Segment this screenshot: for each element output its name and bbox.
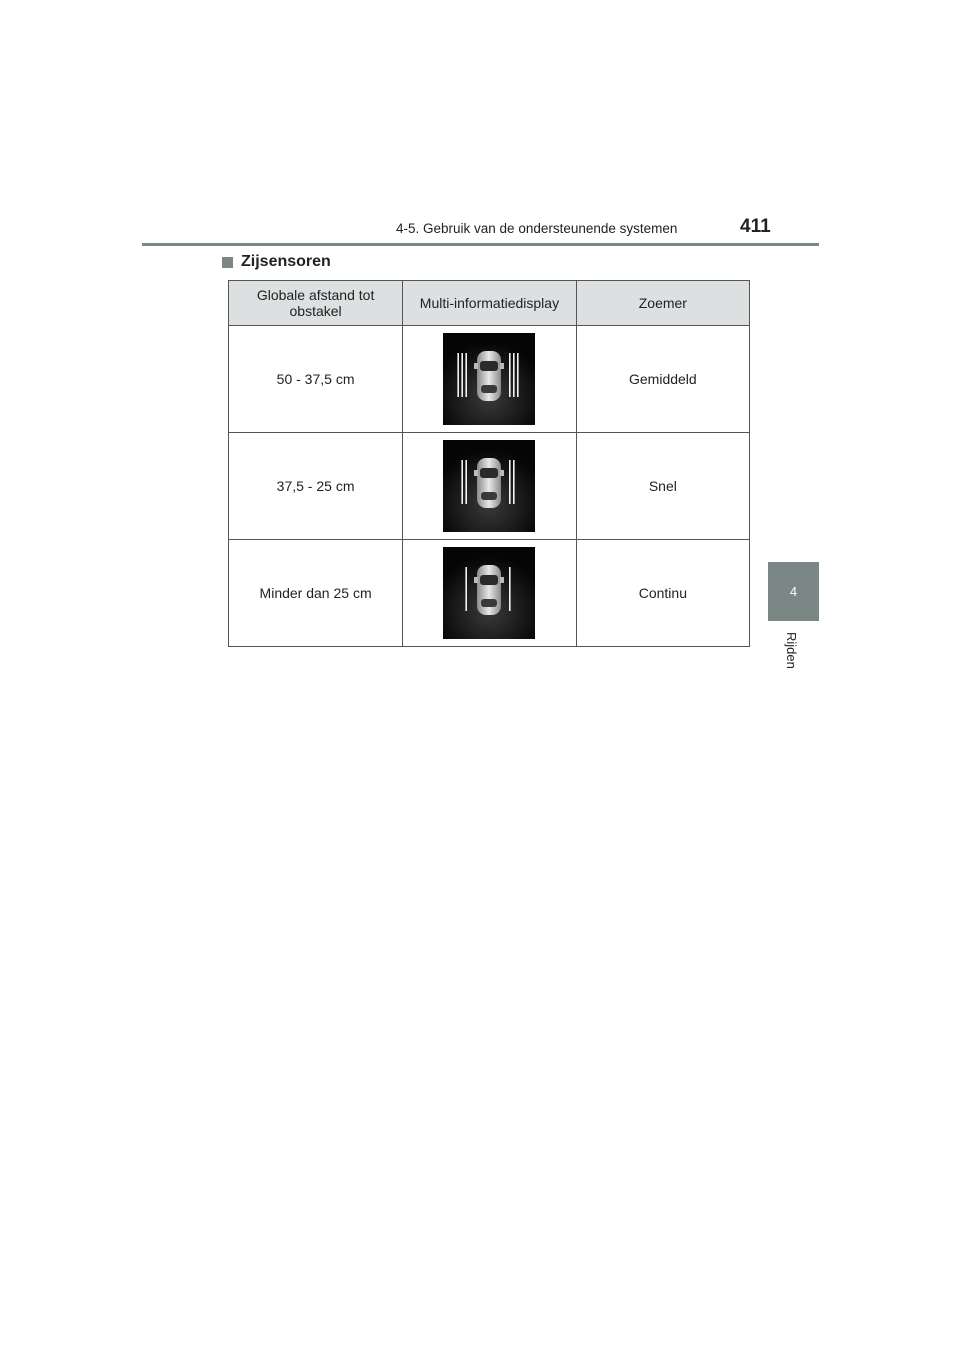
display-cell — [403, 540, 577, 647]
car-side-sensor-3-bars-icon — [443, 333, 535, 425]
sensor-bar — [517, 353, 519, 397]
car-side-sensor-2-bars-icon — [443, 440, 535, 532]
running-header: 4-5. Gebruik van de ondersteunende systemen — [396, 221, 678, 236]
chapter-label: Rijden — [784, 632, 799, 669]
table-row — [229, 540, 750, 647]
buzzer-cell: Snel — [576, 433, 749, 540]
section-heading-text: Zijsensoren — [241, 253, 331, 270]
page-number: 411 — [740, 216, 771, 237]
distance-cell: Minder dan 25 cm — [229, 540, 403, 647]
column-header-buzzer: Zoemer — [576, 281, 749, 326]
sensor-bar — [462, 353, 464, 397]
sensor-bar — [466, 353, 468, 397]
square-bullet-icon — [222, 257, 233, 268]
car-side-sensor-1-bar-icon — [443, 547, 535, 639]
buzzer-cell: Gemiddeld — [576, 326, 749, 433]
display-cell — [403, 326, 577, 433]
distance-cell: 37,5 - 25 cm — [229, 433, 403, 540]
sensor-bar — [466, 567, 468, 611]
sensor-bar — [509, 353, 511, 397]
display-cell — [403, 433, 577, 540]
table-row — [229, 433, 750, 540]
sensor-bar — [509, 460, 511, 504]
table-header-row — [229, 281, 750, 326]
sensor-bar — [513, 460, 515, 504]
column-header-display: Multi-informatiedisplay — [403, 281, 577, 326]
sensor-bar — [458, 353, 460, 397]
distance-cell: 50 - 37,5 cm — [229, 326, 403, 433]
sensor-bar — [466, 460, 468, 504]
header-rule — [142, 243, 819, 246]
table-row — [229, 326, 750, 433]
sensor-bar — [513, 353, 515, 397]
sensor-bar — [462, 460, 464, 504]
section-heading — [222, 253, 331, 271]
buzzer-cell: Continu — [576, 540, 749, 647]
sensor-bar — [509, 567, 511, 611]
sensor-table — [228, 280, 750, 647]
column-header-distance: Globale afstand tot obstakel — [229, 281, 403, 326]
chapter-tab: 4 — [768, 562, 819, 621]
